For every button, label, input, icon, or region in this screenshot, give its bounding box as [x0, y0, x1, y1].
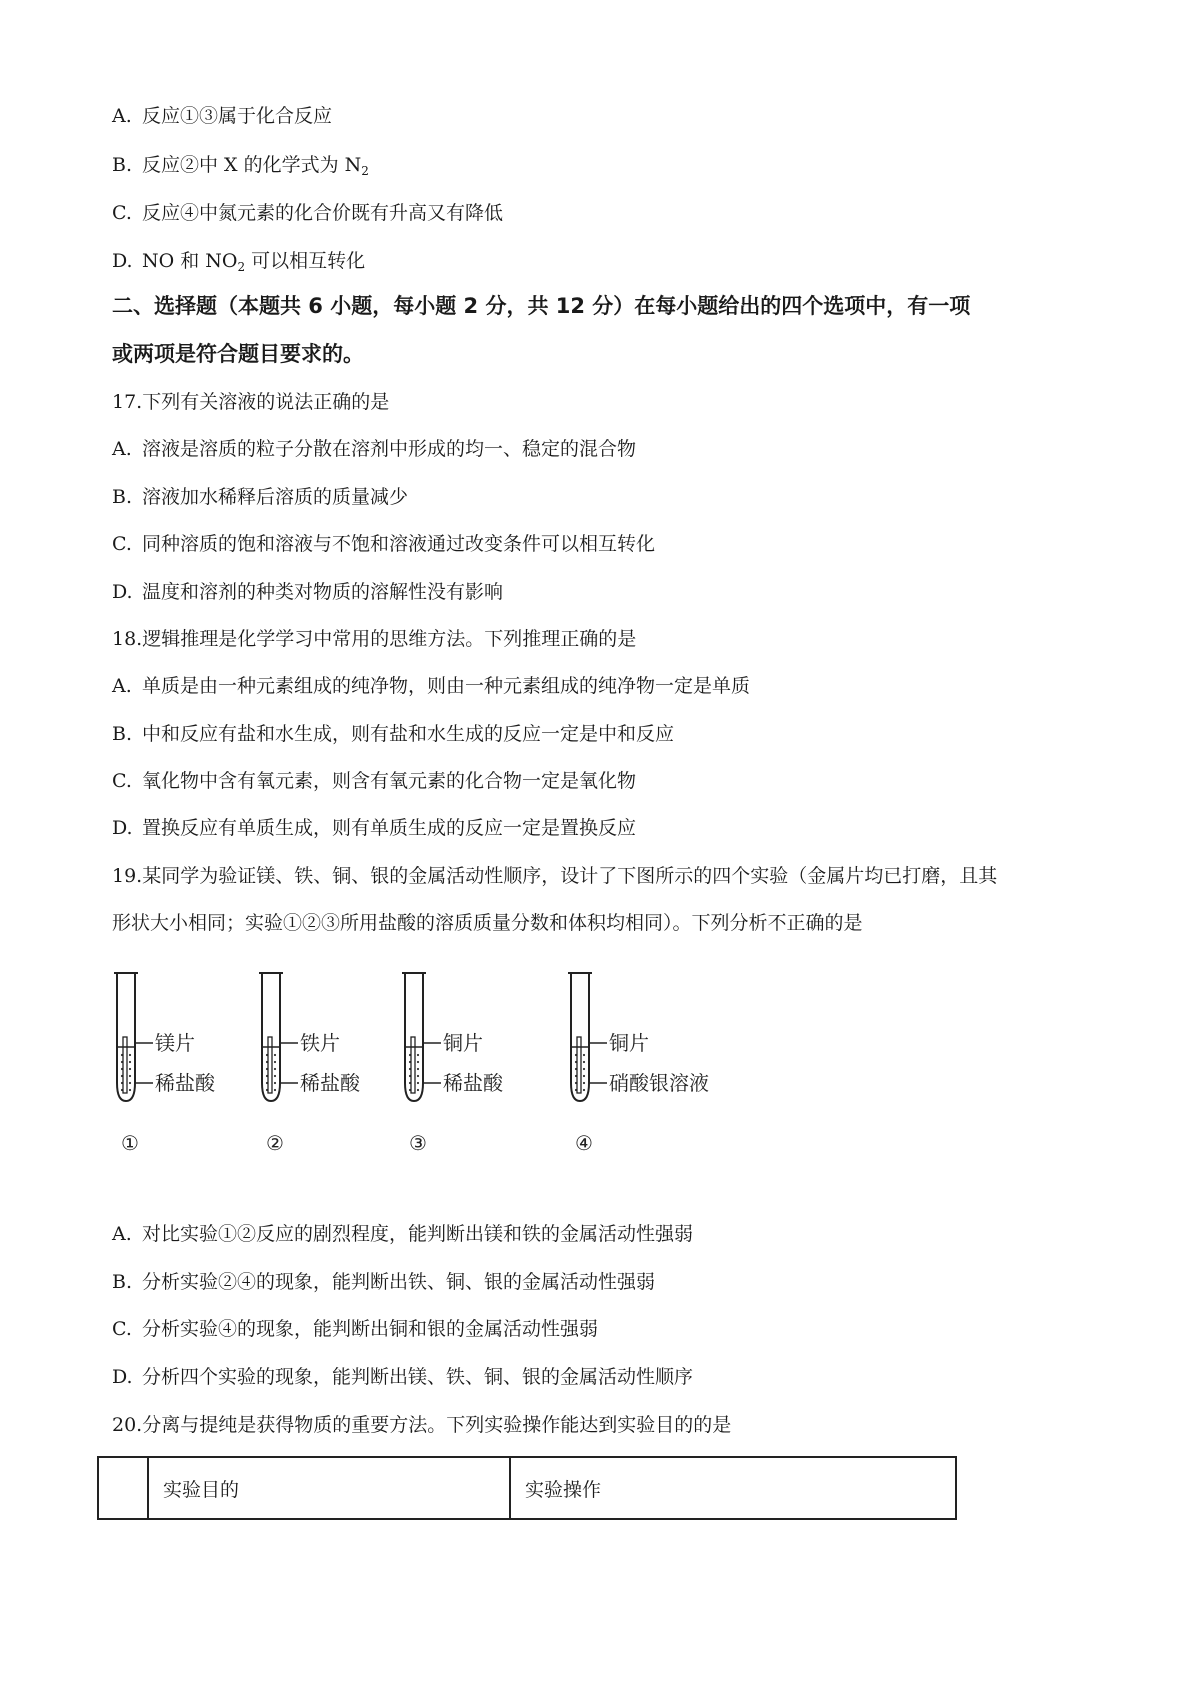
- liquid-label: 稀盐酸: [155, 1071, 215, 1095]
- q20-table-header-purpose: 实验目的: [148, 1457, 510, 1519]
- liquid-dot: [129, 1054, 131, 1056]
- q19-option-d: D. 分析四个实验的现象，能判断出镁、铁、铜、银的金属活动性顺序: [112, 1366, 694, 1388]
- q18-stem: 18.逻辑推理是化学学习中常用的思维方法。下列推理正确的是: [112, 628, 637, 650]
- q18-option-d: D. 置换反应有单质生成，则有单质生成的反应一定是置换反应: [112, 817, 637, 839]
- q19-option-b: B. 分析实验②④的现象，能判断出铁、铜、银的金属活动性强弱: [112, 1271, 656, 1293]
- liquid-dot: [417, 1068, 419, 1070]
- q18-option-a: A. 单质是由一种元素组成的纯净物，则由一种元素组成的纯净物一定是单质: [112, 675, 751, 697]
- metal-label: 铜片: [443, 1031, 483, 1055]
- liquid-label: 稀盐酸: [300, 1071, 360, 1095]
- liquid-dot: [274, 1075, 276, 1077]
- liquid-dot: [583, 1089, 585, 1091]
- q20-table-header-operation: 实验操作: [510, 1457, 956, 1519]
- q16-option-d: D. NO 和 $NO_2$ 可以相互转化: [112, 250, 366, 274]
- liquid-dot: [129, 1075, 131, 1077]
- q20-stem: 20.分离与提纯是获得物质的重要方法。下列实验操作能达到实验目的的是: [112, 1414, 732, 1436]
- liquid-label: 稀盐酸: [443, 1071, 503, 1095]
- liquid-dot: [417, 1075, 419, 1077]
- q17-option-b: B. 溶液加水稀释后溶质的质量减少: [112, 486, 409, 508]
- test-tube-figure: [105, 965, 745, 1165]
- q16-option-b: B. 反应②中 X 的化学式为 $N_2$: [112, 154, 369, 178]
- liquid-dot: [274, 1082, 276, 1084]
- liquid-dot: [129, 1082, 131, 1084]
- metal-strip: [123, 1037, 127, 1093]
- q17-option-a: A. 溶液是溶质的粒子分散在溶剂中形成的均一、稳定的混合物: [112, 438, 637, 460]
- liquid-dot: [274, 1089, 276, 1091]
- liquid-dot: [274, 1054, 276, 1056]
- liquid-dot: [129, 1068, 131, 1070]
- metal-label: 铜片: [609, 1031, 649, 1055]
- liquid-dot: [417, 1054, 419, 1056]
- liquid-dot: [583, 1068, 585, 1070]
- experiment-number-label: ①: [121, 1131, 139, 1155]
- experiment-number-label: ③: [409, 1131, 427, 1155]
- metal-strip: [411, 1037, 415, 1093]
- liquid-dot: [583, 1082, 585, 1084]
- q18-option-c: C. 氧化物中含有氧元素，则含有氧元素的化合物一定是氧化物: [112, 770, 637, 792]
- liquid-label: 硝酸银溶液: [609, 1071, 709, 1095]
- liquid-dot: [129, 1061, 131, 1063]
- metal-label: 镁片: [155, 1031, 195, 1055]
- q20-table: [97, 1456, 957, 1520]
- metal-strip: [268, 1037, 272, 1093]
- liquid-dot: [583, 1075, 585, 1077]
- q20-table-header-row: [98, 1457, 956, 1519]
- q17-stem: 17.下列有关溶液的说法正确的是: [112, 391, 390, 413]
- metal-label: 铁片: [300, 1031, 340, 1055]
- q20-table-header-index: [98, 1457, 148, 1519]
- q19-stem-line1: 19.某同学为验证镁、铁、铜、银的金属活动性顺序，设计了下图所示的四个实验（金属片均已打磨，且其: [112, 865, 998, 887]
- q19-stem-line2: 形状大小相同；实验①②③所用盐酸的溶质质量分数和体积均相同）。下列分析不正确的是: [112, 912, 863, 934]
- liquid-dot: [274, 1061, 276, 1063]
- q19-option-a: A. 对比实验①②反应的剧烈程度，能判断出镁和铁的金属活动性强弱: [112, 1223, 694, 1245]
- q17-option-d: D. 温度和溶剂的种类对物质的溶解性没有影响: [112, 581, 504, 603]
- section-heading-line1: 二、选择题（本题共 6 小题，每小题 2 分，共 12 分）在每小题给出的四个选项中，有一项: [112, 294, 971, 318]
- liquid-dot: [274, 1068, 276, 1070]
- liquid-dot: [417, 1061, 419, 1063]
- q16-option-c: C. 反应④中氮元素的化合价既有升高又有降低: [112, 202, 504, 224]
- experiment-number-label: ②: [266, 1131, 284, 1155]
- experiment-number-label: ④: [575, 1131, 593, 1155]
- test-tubes-group: [114, 973, 709, 1155]
- liquid-dot: [129, 1089, 131, 1091]
- liquid-dot: [417, 1082, 419, 1084]
- q17-option-c: C. 同种溶质的饱和溶液与不饱和溶液通过改变条件可以相互转化: [112, 533, 656, 555]
- liquid-dot: [583, 1061, 585, 1063]
- q16-option-a: A. 反应①③属于化合反应: [112, 105, 333, 127]
- liquid-dot: [417, 1089, 419, 1091]
- metal-strip: [577, 1037, 581, 1093]
- liquid-dot: [583, 1054, 585, 1056]
- q19-option-c: C. 分析实验④的现象，能判断出铜和银的金属活动性强弱: [112, 1318, 599, 1340]
- q18-option-b: B. 中和反应有盐和水生成，则有盐和水生成的反应一定是中和反应: [112, 723, 675, 745]
- section-heading-line2: 或两项是符合题目要求的。: [112, 342, 364, 366]
